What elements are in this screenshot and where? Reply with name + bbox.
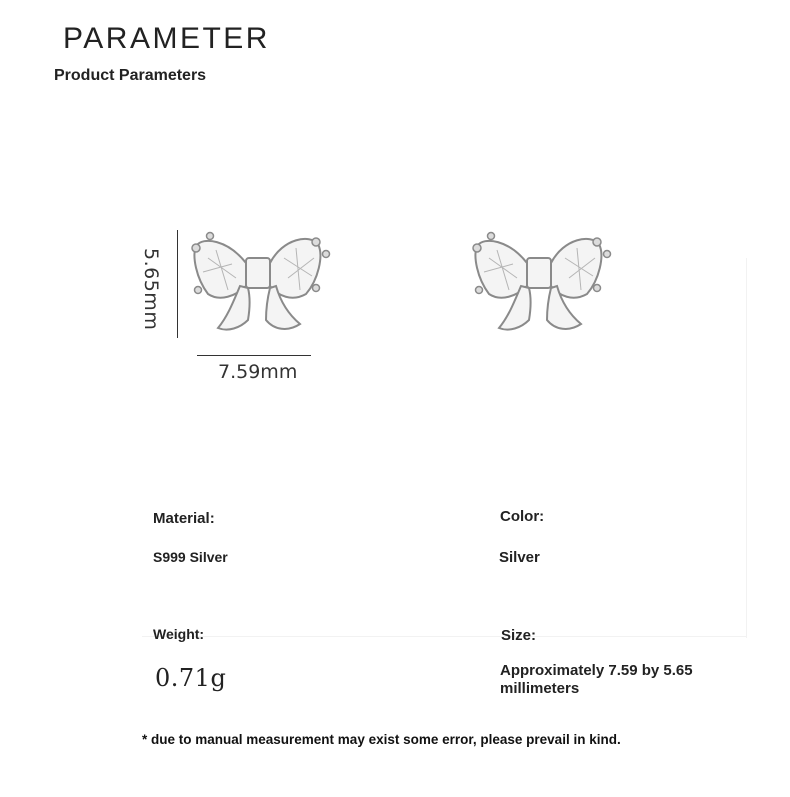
width-dimension-label: 7.59mm: [218, 361, 298, 383]
measurement-note: * due to manual measurement may exist some error, please prevail in kind.: [142, 732, 621, 747]
page-subtitle: Product Parameters: [54, 67, 207, 84]
material-value: S999 Silver: [153, 549, 228, 565]
height-dimension-line: [177, 230, 178, 338]
height-dimension-label: 5.65mm: [140, 248, 162, 331]
color-label: Color:: [500, 508, 545, 525]
size-value: Approximately 7.59 by 5.65 millimeters: [500, 662, 693, 697]
weight-label: Weight:: [153, 626, 205, 642]
width-dimension-line: [197, 355, 311, 356]
bow-earring-image-left: [188, 228, 338, 340]
page-title: PARAMETER: [63, 22, 270, 55]
faint-divider-vertical: [746, 258, 747, 638]
weight-value: 0.71g: [155, 664, 227, 692]
size-label: Size:: [501, 627, 537, 644]
material-label: Material:: [153, 510, 215, 527]
bow-earring-image-right: [469, 228, 619, 340]
color-value: Silver: [499, 549, 540, 566]
faint-divider-horizontal: [142, 636, 747, 637]
